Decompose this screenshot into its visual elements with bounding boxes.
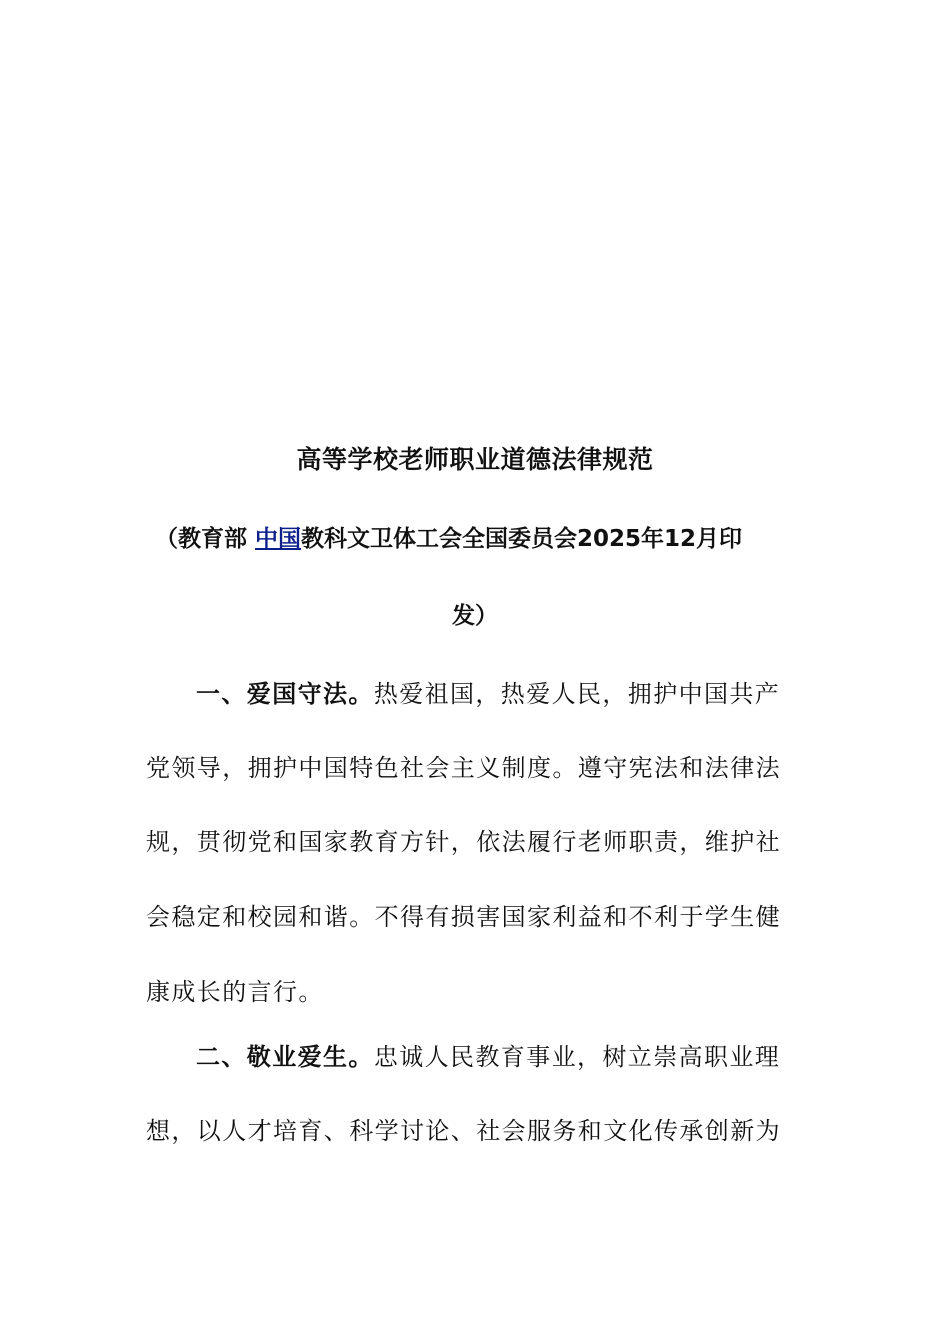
subtitle-year: 2025 (577, 526, 642, 552)
issuer-link[interactable]: 中国 (255, 526, 302, 552)
subtitle-month-suffix: 月印 (696, 526, 743, 552)
document-subtitle-line-1 (155, 520, 800, 553)
section-2-first-line (196, 1037, 780, 1072)
subtitle-year-suffix: 年 (641, 526, 665, 552)
section-2-text-line: 想，以人才培育、科学讨论、社会服务和文化传承创新为 (146, 1117, 781, 1145)
subtitle-issuer-rest: 教科文卫体工会全国委员会 (301, 526, 578, 552)
section-2-text-line: 忠诚人民教育事业，树立崇高职业理 (373, 1043, 781, 1071)
subtitle-issuer-prefix: 教育部 (178, 526, 256, 552)
subtitle-open-paren: （ (155, 526, 178, 552)
section-1-text-line: 党领导，拥护中国特色社会主义制度。遵守宪法和法律法 (146, 754, 781, 782)
section-2-heading: 二、敬业爱生。 (196, 1043, 374, 1071)
document-title: 高等学校老师职业道德法律规范 (296, 445, 654, 474)
section-1-text-line: 规，贯彻党和国家教育方针，依法履行老师职责，维护社 (146, 828, 781, 856)
section-1-text-line: 康成长的言行。 (146, 978, 324, 1006)
subtitle-month: 12 (664, 526, 697, 552)
section-1-heading: 一、爱国守法。 (196, 680, 374, 708)
document-subtitle-line-2: 发） (452, 603, 498, 629)
section-1-text-line: 热爱祖国，热爱人民，拥护中国共产 (373, 680, 781, 708)
section-1-text-line: 会稳定和校园和谐。不得有损害国家利益和不利于学生健 (146, 903, 781, 931)
section-1-first-line (196, 674, 780, 709)
